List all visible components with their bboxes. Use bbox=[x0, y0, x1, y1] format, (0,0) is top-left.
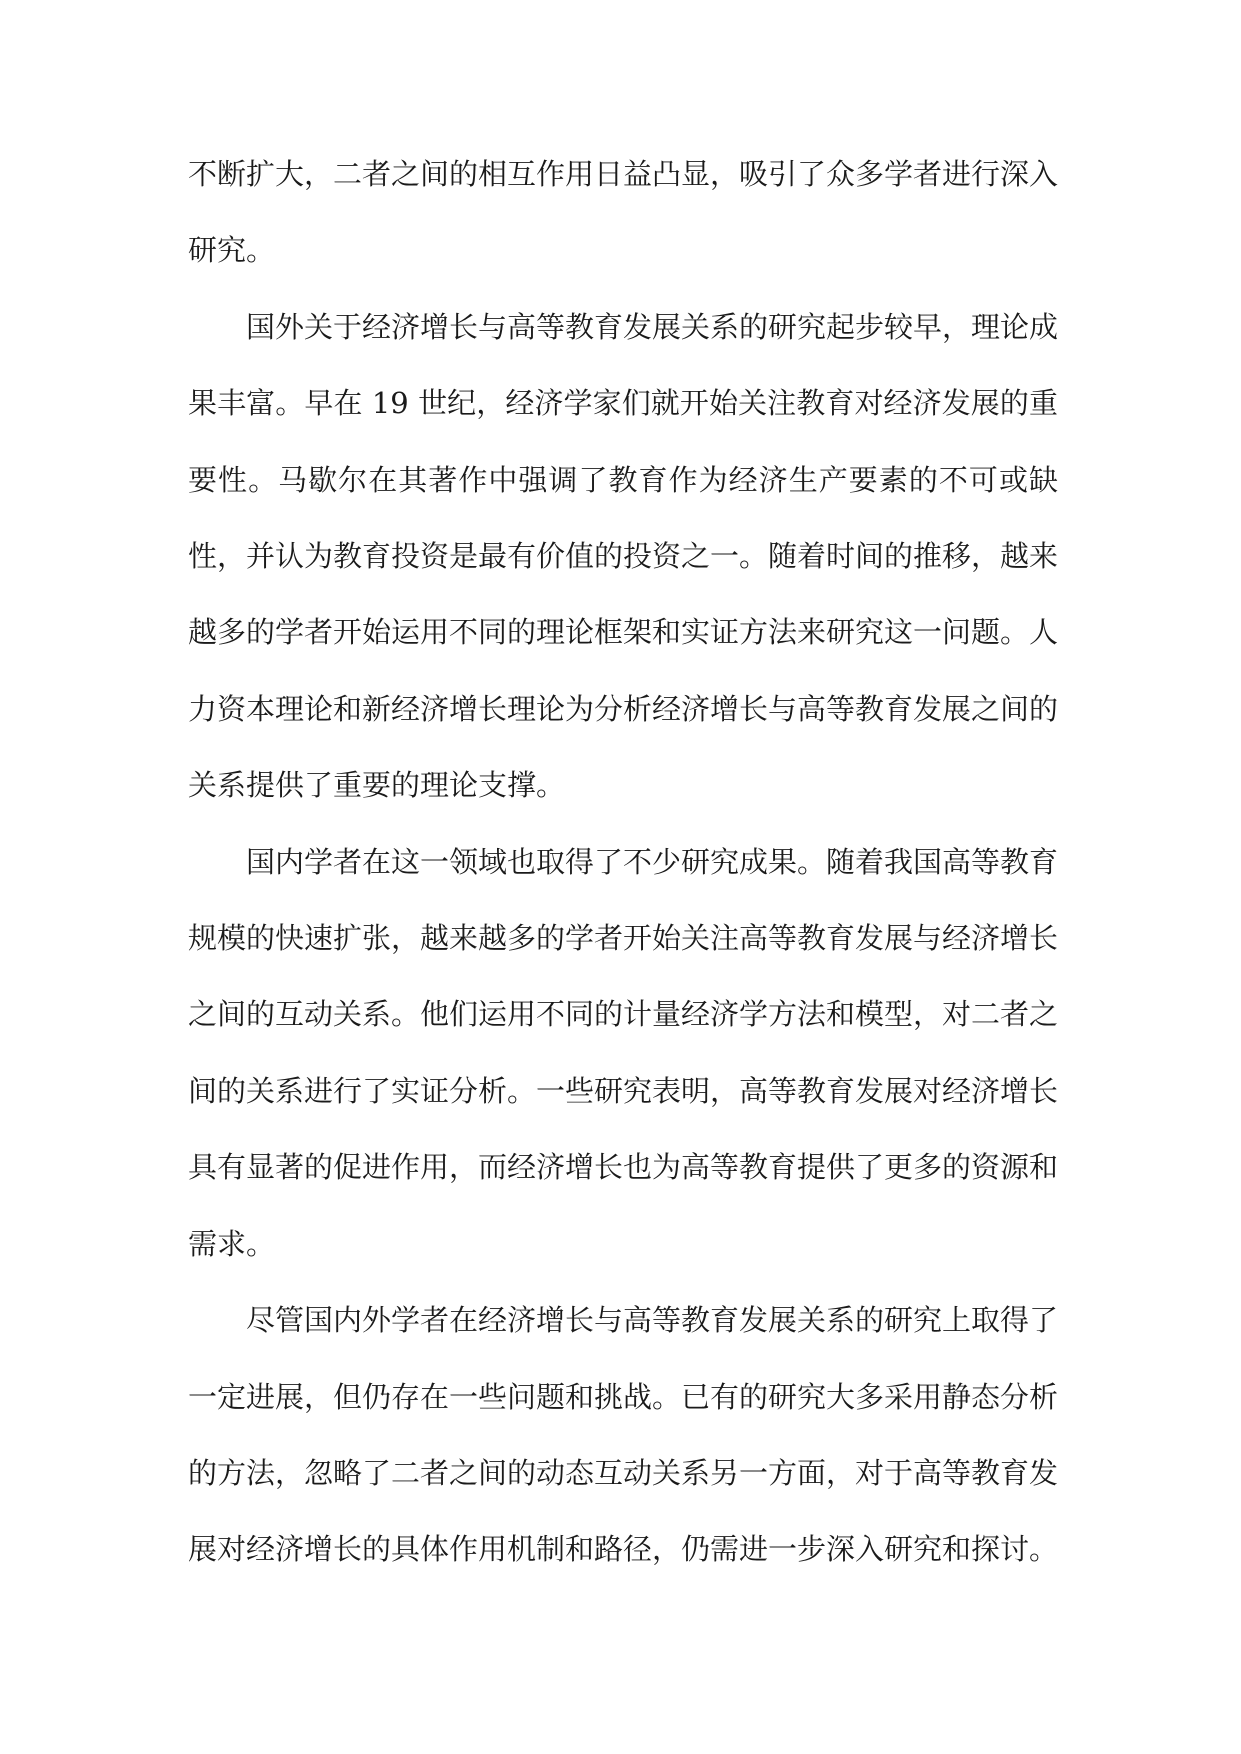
paragraph-challenges: 尽管国内外学者在经济增长与高等教育发展关系的研究上取得了一定进展，但仍存在一些问题和挑战。已有的研究大多采用静态分析的方法，忽略了二者之间的动态互动关系另一方面，对于高等教育发展对经济增长的具体作用机制和路径，仍需进一步深入研究和探讨。 bbox=[188, 1303, 1059, 1567]
paragraph-domestic-research: 国内学者在这一领域也取得了不少研究成果。随着我国高等教育规模的快速扩张，越来越多的学者开始关注高等教育发展与经济增长之间的互动关系。他们运用不同的计量经济学方法和模型，对二者之间的关系进行了实证分析。一些研究表明，高等教育发展对经济增长具有显著的促进作用，而经济增长也为高等教育提供了更多的资源和需求。 bbox=[188, 844, 1059, 1261]
body-text bbox=[188, 136, 1058, 1588]
paragraph-continuation: 不断扩大，二者之间的相互作用日益凸显，吸引了众多学者进行深入研究。 bbox=[188, 157, 1059, 268]
paragraph-foreign-research: 国外关于经济增长与高等教育发展关系的研究起步较早，理论成果丰富。早在 19 世纪，经济学家们就开始关注教育对经济发展的重要性。马歇尔在其著作中强调了教育作为经济生产要素的不可或缺性，并认为教育投资是最有价值的投资之一。随着时间的推移，越来越多的学者开始运用不同的理论框架和实证方法来研究这一问题。人力资本理论和新经济增长理论为分析经济增长与高等教育发展之间的关系提供了重要的理论支撑。 bbox=[188, 309, 1059, 803]
